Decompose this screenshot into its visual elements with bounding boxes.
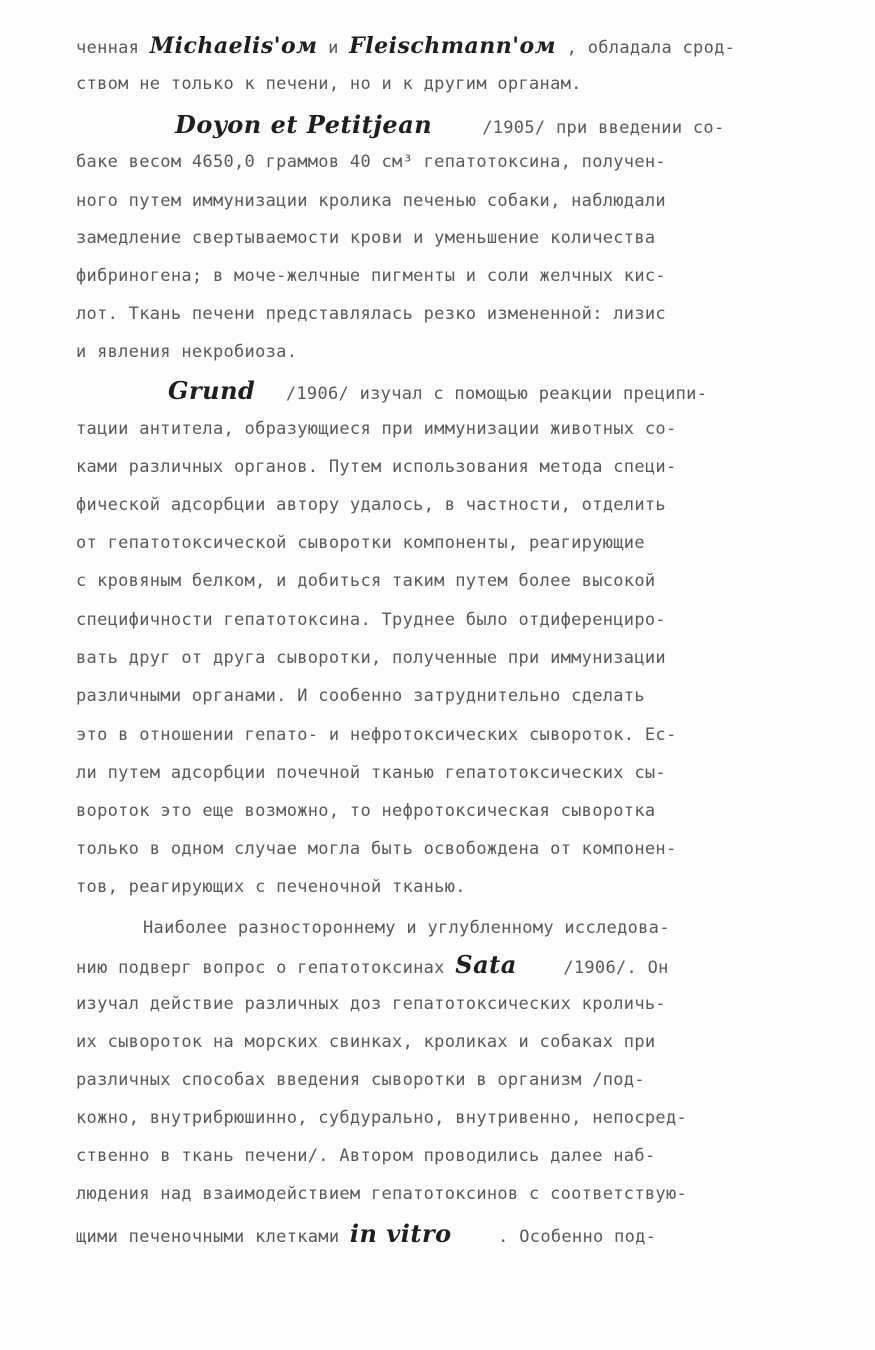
text-line: специфичности гепатотоксина. Труднее было отдиференциро-	[76, 610, 666, 630]
text-line	[76, 946, 669, 984]
line-text: /1906/. Он	[552, 958, 669, 978]
handwritten-name: Doyon et Petitjean	[175, 110, 433, 139]
text-line: тации антитела, образующиеся при иммунизации животных со-	[76, 419, 677, 439]
text-line: Наиболее разностороннему и углубленному исследова-	[143, 918, 670, 938]
text-line: фической адсорбции автору удалось, в частности, отделить	[76, 495, 666, 515]
text-line	[168, 372, 707, 410]
text-line: фибриногена; в моче-желчные пигменты и соли желчных кис-	[76, 266, 666, 286]
text-line: от гепатотоксической сыворотки компоненты, реагирующие	[76, 533, 645, 553]
text-line: замедление свертываемости крови и уменьшение количества	[76, 228, 656, 248]
text-line: тов, реагирующих с печеночной тканью.	[76, 877, 466, 897]
text-line: с кровяным белком, и добиться таким путем более высокой	[76, 571, 656, 591]
text-line: ного путем иммунизации кролика печенью собаки, наблюдали	[76, 191, 666, 211]
text-line: ками различных органов. Путем использования метода специ-	[76, 457, 677, 477]
text-line: кожно, внутрибрюшинно, субдурально, внутривенно, непосред-	[76, 1108, 688, 1128]
text-line: и явления некробиоза.	[76, 342, 298, 362]
handwritten-name: Sata	[455, 950, 517, 979]
handwritten-name: Grund	[168, 376, 256, 405]
handwritten-name: Fleischmann'ом	[349, 33, 557, 59]
text-line	[76, 27, 735, 65]
text-line: различных способах введения сыворотки в организм /под-	[76, 1070, 645, 1090]
text-line: только в одном случае могла быть освобождена от компонен-	[76, 839, 677, 859]
text-line: лот. Ткань печени представлялась резко измененной: лизис	[76, 304, 666, 324]
line-text: щими печеночными клетками	[76, 1227, 350, 1247]
text-line	[175, 106, 725, 144]
line-text: /1905/ при введении со-	[482, 118, 725, 138]
text-line: вать друг от друга сыворотки, полученные при иммунизации	[76, 648, 666, 668]
text-line: различными органами. И сообенно затруднительно сделать	[76, 686, 645, 706]
text-line: изучал действие различных доз гепатотоксических кроличь-	[76, 994, 666, 1014]
text-line: людения над взаимодействием гепатотоксинов с соответствую-	[76, 1184, 688, 1204]
line-text: ченная	[76, 38, 150, 58]
text-line: ственно в ткань печени/. Автором проводились далее наб-	[76, 1146, 656, 1166]
text-line: их сывороток на морских свинках, кроликах и собаках при	[76, 1032, 656, 1052]
handwritten-name: Michaelis'ом	[149, 33, 318, 59]
line-text: нию подверг вопрос о гепатотоксинах	[76, 958, 456, 978]
line-text: , обладала срод-	[556, 38, 736, 58]
text-line: ли путем адсорбции почечной тканью гепатотоксических сы-	[76, 763, 666, 783]
line-text: и	[317, 38, 350, 58]
handwritten-term: in vitro	[349, 1219, 452, 1248]
text-line: это в отношении гепато- и нефротоксических сывороток. Ес-	[76, 725, 677, 745]
text-line: баке весом 4650,0 граммов 40 см³ гепатотоксина, получен-	[76, 152, 666, 172]
text-line	[76, 1215, 656, 1253]
text-line: вороток это еще возможно, то нефротоксическая сыворотка	[76, 801, 656, 821]
text-line: ством не только к печени, но и к другим органам.	[76, 74, 582, 94]
line-text: /1906/ изучал с помощью реакции преципи-	[275, 384, 708, 404]
line-text: . Особенно под-	[487, 1227, 657, 1247]
